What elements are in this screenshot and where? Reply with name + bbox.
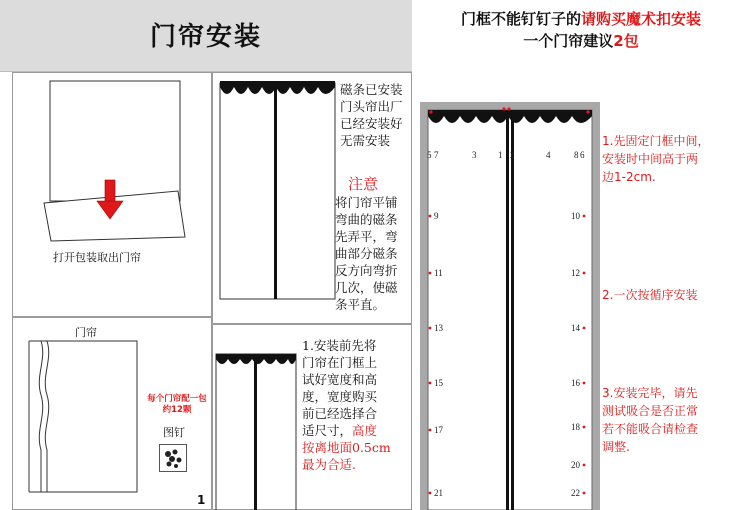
nail-number: 21 [434,488,443,498]
note-line: 安装时中间高于两 [602,152,699,166]
step1-line-red: 最为合适. [302,457,356,472]
step1-line: 度，宽度购买 [302,389,378,404]
notice-title: 注意 [348,175,379,193]
notice-text [335,194,398,313]
step1-line: 试好宽度和高 [302,372,378,387]
nail-pack-note-line1: 每个门帘配一包 [147,394,207,404]
step1-line6-black: 适尺寸， [302,423,353,438]
step1-text [302,337,391,473]
step1-line-red: 按离地面0.5cm [302,440,391,455]
notice-line: 条平直。 [335,297,386,312]
header-right-line1-black: 门框不能钉钉子的 [460,10,581,28]
curtain-label: 门帘 [75,326,97,339]
page-title: 门帘安装 [149,22,262,52]
nail-label: 图钉 [163,426,185,439]
nail-number: 22 [571,488,580,498]
nail-number: 17 [434,425,443,435]
unpack-caption: 打开包装取出门帘 [53,251,141,264]
nail-number: 6 [580,150,585,160]
note-line: 3.安装完毕，请先 [602,386,698,400]
note-line: 若不能吸合请检查 [602,422,699,436]
header-right [412,0,750,92]
nail-number: 11 [434,268,443,278]
magnet-line: 门头帘出厂 [340,99,403,114]
step1-line: 1.安装前先将 [302,338,377,353]
nail-number: 1 [498,150,503,160]
header-left [0,0,412,72]
magnet-line: 无需安装 [340,133,391,148]
notice-line: 曲部分磁条 [335,246,398,261]
header-right-line2-black: 一个门帘建议 [523,32,614,50]
curtain-with-magnets-illustration [219,79,337,301]
nail-number: 10 [571,211,580,221]
note-line: 测试吸合是否正常 [602,404,699,418]
magnet-line: 已经安装好 [340,116,403,131]
nail-number: 4 [546,150,551,160]
magnet-line: 磁条已安装 [340,82,403,97]
note-line: 边1-2cm. [602,170,656,184]
pushpin-icon [159,444,187,472]
note-line: 2.一次按循序安装 [602,288,698,302]
step1-line [302,422,391,439]
nail-number: 12 [571,268,580,278]
magnet-panel [212,72,412,324]
note-step3 [602,384,748,456]
nail-number: 3 [472,150,477,160]
nail-number: 14 [571,323,580,333]
header-right-line1 [412,8,750,29]
curtain-fitting-illustration [215,352,297,510]
nail-number: 20 [571,460,580,470]
notice-line: 将门帘平铺 [335,195,398,210]
notice-line: 反方向弯折 [335,263,398,278]
header-right-line2-red: 2包 [613,32,639,50]
nail-number: 2 [510,150,515,160]
step1-line: 门帘在门框上 [302,355,378,370]
header-right-line2 [412,30,750,51]
header-right-line1-red: 请购买魔术扣安装 [581,10,702,28]
notice-line: 弯曲的磁条 [335,212,398,227]
unpack-illustration [13,73,213,318]
nail-number: 16 [571,378,580,388]
kit-panel [12,317,212,510]
nail-number: 5 [427,150,432,160]
step1-panel [212,324,412,510]
nail-pack-note-line2: 约12颗 [162,405,192,415]
step1-line6-red: 高度 [352,423,378,438]
magnet-preinstalled-text [340,81,403,149]
nail-number: 13 [434,323,443,333]
note-line: 1.先固定门框中间， [602,134,710,148]
page-number: 1 [197,493,206,507]
note-line: 调整. [602,440,630,454]
nail-number: 8 [574,150,579,160]
nail-number: 15 [434,378,443,388]
nail-pack-note [141,394,213,416]
unpack-panel [12,72,212,317]
folded-curtain-illustration [25,340,140,494]
notice-line: 先弄平，弯 [335,229,398,244]
door-frame-panel [412,92,750,510]
nail-number: 18 [571,422,580,432]
note-step1 [602,132,748,186]
nail-number: 9 [434,211,439,221]
note-step2 [602,286,748,304]
step1-line: 前已经选择合 [302,406,378,421]
nail-number: 7 [434,150,439,160]
notice-line: 几次，使磁 [335,280,398,295]
